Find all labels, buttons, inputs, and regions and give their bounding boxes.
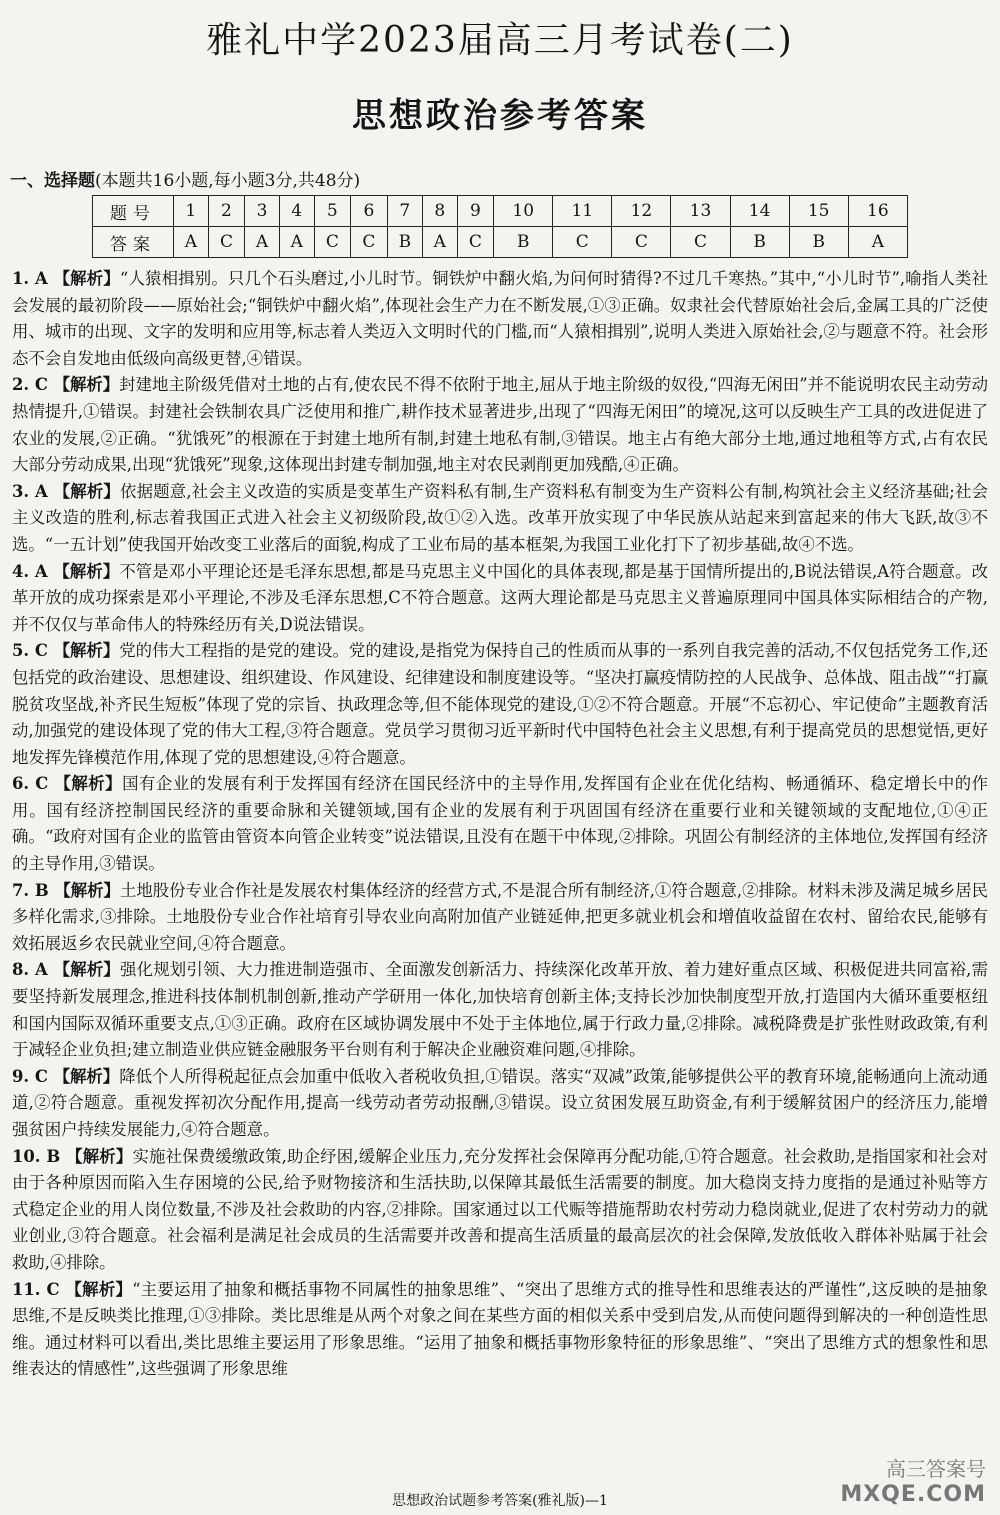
section-label: 一、选择题 (10, 171, 95, 191)
explanation-label: 11. C 【解析】 (12, 1279, 133, 1299)
explanation-label: 4. A 【解析】 (12, 561, 120, 581)
answer-cell: A (848, 227, 907, 258)
explanation-label: 7. B 【解析】 (12, 880, 120, 900)
answer-cell: C (314, 227, 351, 258)
question-number-cell: 9 (457, 196, 494, 227)
answer-cell: C (457, 227, 494, 258)
answer-cell: A (279, 227, 314, 258)
question-number-header: 题号 (93, 196, 174, 227)
answer-header: 答案 (93, 227, 174, 258)
answer-cell: C (208, 227, 245, 258)
explanation-text: 实施社保费缓缴政策,助企纾困,缓解企业压力,充分发挥社会保障再分配功能,①符合题意。社会救助,是指国家和社会对由于各种原因而陷入生存困境的公民,给予财物接济和生活扶助,以保障其最低生活需要的制度。加大稳岗支持力度指的是通过补贴等方式稳定企业的用人岗位数量,不涉及社会救助的内容,②排除。国家通过以工代赈等措施帮助农村劳动力稳岗就业,促进了农村劳动力的就业创业,③符合题意。社会福利是满足社会成员的生活需要并改善和提高生活质量的最高层次的社会保障,发放低收入群体补贴属于社会救助,④排除。 (12, 1146, 988, 1272)
explanation-text: “人猿相揖别。只几个石头磨过,小儿时节。铜铁炉中翻火焰,为问何时猜得?不过几千寒热。”其中,“小儿时节”,喻指人类社会发展的最初阶段——原始社会;“铜铁炉中翻火焰”,体现社会生产力在不断发展,①③正确。奴隶社会代替原始社会后,金属工具的广泛使用、城市的出现、文字的发明和应用等,标志着人类迈入文明时代的门槛,而“人猿相揖别”,说明人类进入原始社会,②与题意不符。社会形态不会自发地由低级向高级更替,④错误。 (12, 269, 988, 368)
answer-cell: B (494, 227, 553, 258)
question-number-row (93, 196, 908, 227)
explanation-text: 国有企业的发展有利于发挥国有经济在国民经济中的主导作用,发挥国有企业在优化结构、畅通循环、稳定增长中的作用。国有经济控制国民经济的重要命脉和关键领域,国有企业的发展有利于巩固国有经济在重要行业和关键领域的支配地位,①④正确。“政府对国有企业的监管由管资本向管企业转变”说法错误,且没有在题干中体现,②排除。巩固公有制经济的主体地位,发挥国有经济的主导作用,③错误。 (12, 774, 988, 874)
section-heading (10, 166, 360, 191)
question-number-cell: 7 (387, 196, 422, 227)
explanation-item (12, 559, 988, 639)
explanation-item (12, 1064, 988, 1144)
page-footer: 思想政治试题参考答案(雅礼版)—1 (392, 1493, 608, 1509)
explanation-label: 1. A 【解析】 (12, 269, 120, 288)
explanation-item (12, 479, 988, 559)
explanation-label: 8. A 【解析】 (12, 960, 121, 980)
explanation-label: 6. C 【解析】 (12, 774, 123, 794)
answer-cell: A (245, 227, 280, 258)
explanation-item (12, 1277, 988, 1383)
explanation-item (12, 638, 988, 771)
explanation-label: 10. B 【解析】 (12, 1146, 133, 1166)
answer-row (93, 227, 908, 258)
question-number-cell: 3 (245, 196, 280, 227)
explanation-item (12, 1144, 988, 1277)
answer-cell: A (174, 227, 209, 258)
watermark-line2: MXQE.COM (840, 1482, 986, 1507)
answer-table (92, 195, 908, 258)
exam-title: 雅礼中学2023届高三月考试卷(二) (206, 20, 794, 61)
answer-key-title: 思想政治参考答案 (352, 96, 648, 136)
explanation-label: 9. C 【解析】 (12, 1066, 120, 1086)
explanation-text: 强化规划引领、大力推进制造强市、全面激发创新活力、持续深化改革开放、着力建好重点区域、积极促进共同富裕,需要坚持新发展理念,推进科技体制机制创新,推动产学研用一体化,加快培育创新主体;支持长沙加快制度型开放,打造国内大循环重要枢纽和国内国际双循环重要支点,①③正确。政府在区域协调发展中不处于主体地位,属于行政力量,②排除。减税降费是扩张性财政政策,有利于减轻企业负担;建立制造业供应链金融服务平台则有利于解决企业融资难问题,④排除。 (12, 960, 988, 1060)
answer-cell: C (553, 227, 612, 258)
answer-cell: B (387, 227, 422, 258)
question-number-cell: 13 (671, 196, 730, 227)
question-number-cell: 4 (279, 196, 314, 227)
watermark (840, 1453, 986, 1507)
question-number-cell: 15 (789, 196, 848, 227)
answer-cell: C (671, 227, 730, 258)
section-note: (本题共16小题,每小题3分,共48分) (95, 171, 361, 191)
answer-cell: A (422, 227, 457, 258)
explanation-label: 5. C 【解析】 (12, 641, 120, 661)
question-number-cell: 11 (553, 196, 612, 227)
explanation-text: 党的伟大工程指的是党的建设。党的建设,是指党为保持自己的性质而从事的一系列自我完善的活动,不仅包括党务工作,还包括党的政治建设、思想建设、组织建设、作风建设、纪律建设和制度建设等。“坚决打赢疫情防控的人民战争、总体战、阻击战”“打赢脱贫攻坚战,补齐民生短板”体现了党的宗旨、执政理念等,但不能体现党的建设,①②不符合题意。开展“不忘初心、牢记使命”主题教育活动,加强党的建设体现了党的伟大工程,③符合题意。党员学习贯彻习近平新时代中国特色社会主义思想,有利于提高党员的思想觉悟,更好地发挥先锋模范作用,体现了党的思想建设,④符合题意。 (12, 641, 988, 767)
question-number-cell: 5 (314, 196, 351, 227)
explanation-item (12, 878, 988, 958)
explanation-text: 封建地主阶级凭借对土地的占有,使农民不得不依附于地主,屈从于地主阶级的奴役,“四海无闲田”并不能说明农民主动劳动热情提升,①错误。封建社会铁制农具广泛使用和推广,耕作技术显著进步,出现了“四海无闲田”的境况,这可以反映生产工具的改进促进了农业的发展,②正确。“犹饿死”的根源在于封建土地所有制,封建土地私有制,③错误。地主占有绝大部分土地,通过地租等方式,占有农民大部分劳动成果,出现“犹饿死”现象,这体现出封建专制加强,地主对农民剥削更加残酷,④正确。 (12, 375, 988, 475)
explanation-item (12, 266, 988, 372)
question-number-cell: 6 (351, 196, 388, 227)
explanation-item (12, 771, 988, 877)
answer-cell: B (789, 227, 848, 258)
watermark-line1: 高三答案号 (886, 1457, 986, 1481)
question-number-cell: 14 (730, 196, 789, 227)
explanation-text: 不管是邓小平理论还是毛泽东思想,都是马克思主义中国化的具体表现,都是基于国情所提出的,B说法错误,A符合题意。改革开放的成功探索是邓小平理论,不涉及毛泽东思想,C不符合题意。这两大理论都是马克思主义普遍原理同中国具体实际相结合的产物,并不仅仅与革命伟人的特殊经历有关,D说法错误。 (12, 561, 988, 634)
answer-cell: B (730, 227, 789, 258)
question-number-cell: 12 (612, 196, 671, 227)
question-number-cell: 2 (208, 196, 245, 227)
question-number-cell: 8 (422, 196, 457, 227)
explanation-item (12, 372, 988, 478)
explanation-text: 降低个人所得税起征点会加重中低收入者税收负担,①错误。落实“双减”政策,能够提供公平的教育环境,能畅通向上流动通道,②符合题意。重视发挥初次分配作用,提高一线劳动者劳动报酬,③错误。设立贫困发展互助资金,有利于缓解贫困户的经济压力,能增强贫困户持续发展能力,④符合题意。 (12, 1066, 988, 1139)
explanation-list (12, 266, 988, 1383)
answer-cell: C (612, 227, 671, 258)
question-number-cell: 1 (174, 196, 209, 227)
explanation-label: 3. A 【解析】 (12, 481, 121, 501)
explanation-label: 2. C 【解析】 (12, 375, 120, 395)
explanation-text: 土地股份专业合作社是发展农村集体经济的经营方式,不是混合所有制经济,①符合题意,②排除。材料未涉及满足城乡居民多样化需求,③排除。土地股份专业合作社培育引导农业向高附加值产业链延伸,把更多就业机会和增值收益留在农村、留给农民,能够有效拓展返乡农民就业空间,④符合题意。 (12, 880, 988, 953)
question-number-cell: 16 (848, 196, 907, 227)
explanation-text: 依据题意,社会主义改造的实质是变革生产资料私有制,生产资料私有制变为生产资料公有制,构筑社会主义经济基础;社会主义改造的胜利,标志着我国正式进入社会主义初级阶段,故①②入选。改革开放实现了中华民族从站起来到富起来的伟大飞跃,故③不选。“一五计划”使我国开始改变工业落后的面貌,构成了工业布局的基本框架,为我国工业化打下了初步基础,故④不选。 (12, 481, 988, 554)
explanation-item (12, 957, 988, 1063)
explanation-text: “主要运用了抽象和概括事物不同属性的抽象思维”、“突出了思维方式的推导性和思维表达的严谨性”,这反映的是抽象思维,不是反映类比推理,①③排除。类比思维是从两个对象之间在某些方面的相似关系中受到启发,从而使问题得到解决的一种创造性思维。通过材料可以看出,类比思维主要运用了形象思维。“运用了抽象和概括事物形象特征的形象思维”、“突出了思维方式的想象性和思维表达的情感性”,这些强调了形象思维 (12, 1279, 988, 1379)
question-number-cell: 10 (494, 196, 553, 227)
answer-cell: C (351, 227, 388, 258)
